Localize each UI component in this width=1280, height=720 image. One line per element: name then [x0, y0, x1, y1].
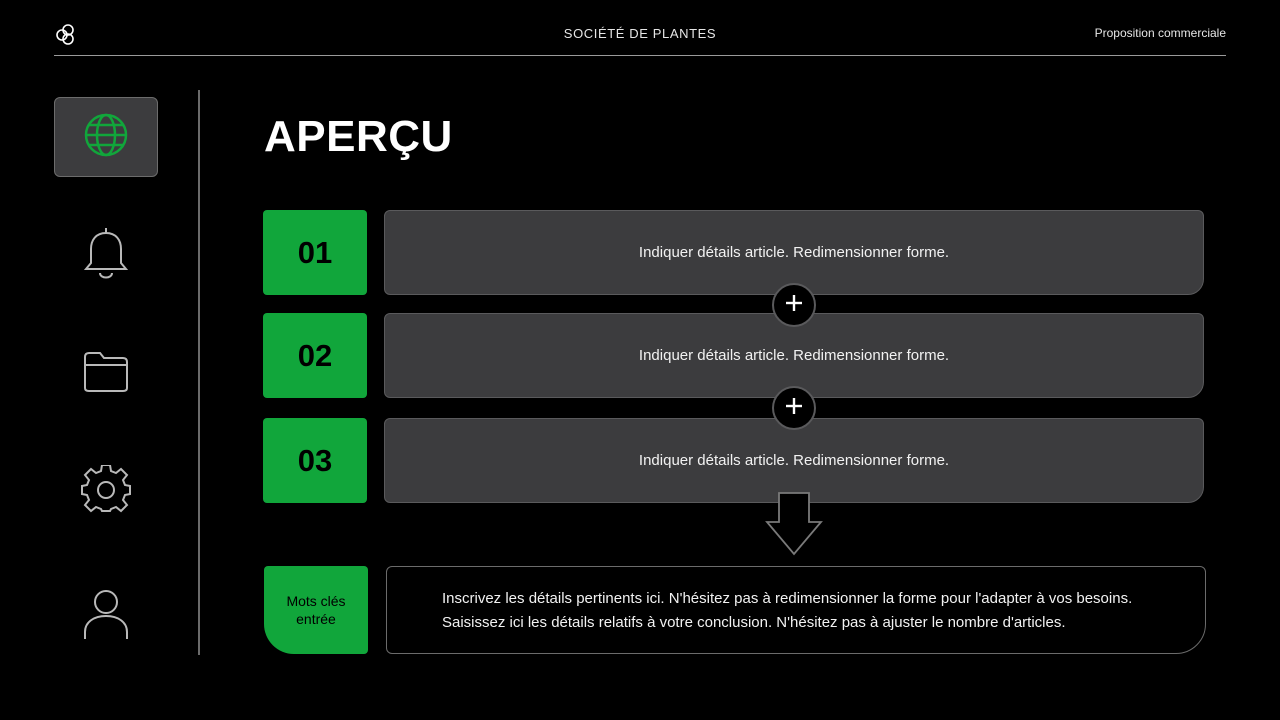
arrow-down-icon: [765, 492, 823, 561]
item-detail-01[interactable]: Indiquer détails article. Redimensionner forme.: [384, 210, 1204, 295]
plus-icon: [785, 397, 803, 420]
conclusion-line-1: Inscrivez les détails pertinents ici. N'hésitez pas à redimensionner la forme pour l'adapter à vos besoins.: [442, 590, 1133, 607]
globe-icon: [83, 112, 129, 163]
header-right-label: Proposition commerciale: [1094, 26, 1226, 40]
conclusion-line-2: Saisissez ici les détails relatifs à votre conclusion. N'hésitez pas à ajuster le nombre d'articles.: [442, 614, 1066, 631]
bell-icon: [84, 227, 128, 286]
plus-icon: [785, 294, 803, 317]
item-detail-02[interactable]: Indiquer détails article. Redimensionner forme.: [384, 313, 1204, 398]
keywords-label-line2: entrée: [296, 611, 336, 627]
item-detail-03[interactable]: Indiquer détails article. Redimensionner forme.: [384, 418, 1204, 503]
keywords-label-line1: Mots clés: [286, 593, 346, 609]
sidebar-item-folder[interactable]: [54, 334, 158, 414]
item-number-03: 03: [263, 418, 367, 503]
sidebar-item-profile[interactable]: [54, 576, 158, 656]
page-title: APERÇU: [264, 112, 453, 161]
company-title: SOCIÉTÉ DE PLANTES: [563, 26, 717, 41]
sidebar-item-settings[interactable]: [54, 452, 158, 532]
keywords-label: [264, 566, 368, 654]
sidebar-item-globe[interactable]: [54, 97, 158, 177]
folder-icon: [83, 351, 129, 398]
user-icon: [83, 588, 129, 645]
add-item-button[interactable]: [772, 283, 816, 327]
item-number-02: 02: [263, 313, 367, 398]
add-item-button[interactable]: [772, 386, 816, 430]
item-number-01: 01: [263, 210, 367, 295]
gear-icon: [81, 465, 131, 520]
sidebar-divider: [198, 90, 200, 655]
sidebar-item-notifications[interactable]: [54, 216, 158, 296]
header-divider: [54, 55, 1226, 56]
conclusion-box[interactable]: [386, 566, 1206, 654]
